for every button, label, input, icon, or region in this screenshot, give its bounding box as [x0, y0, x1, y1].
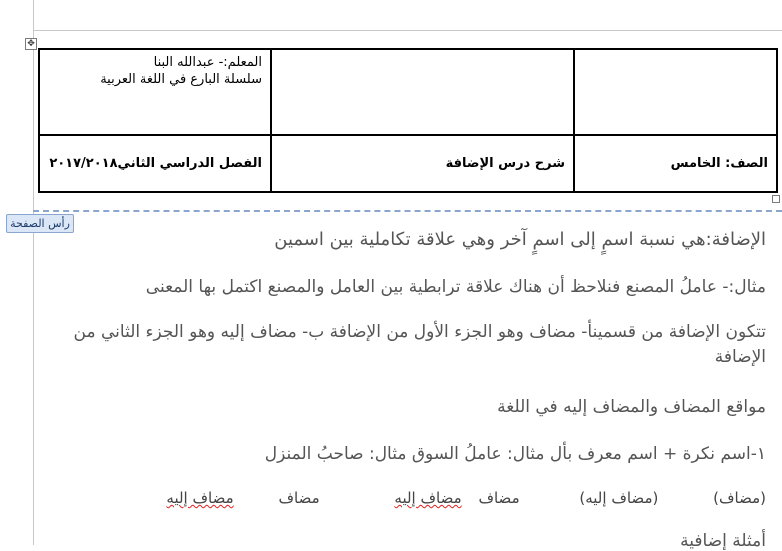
cell-grade[interactable] — [574, 135, 777, 192]
body-line-example: مثال:- عاملُ المصنع فنلاحظ أن هناك علاقة ترابطية بين العامل والمصنع اكتمل بها المعنى — [145, 277, 766, 297]
series-line: سلسلة البارع في اللغة العربية — [100, 72, 262, 87]
cell-empty-middle[interactable] — [271, 49, 574, 135]
body-line-rule-1: ١-اسم نكرة + اسم معرف بأل مثال: عاملُ السوق مثال: صاحبُ المنزل — [264, 444, 766, 464]
table-resize-handle[interactable] — [772, 195, 780, 203]
cell-empty-right[interactable] — [574, 49, 777, 135]
label-mudaf-1: (مضاف) — [713, 489, 766, 507]
semester-label: الفصل الدراسي الثاني٢٠١٧/٢٠١٨ — [49, 156, 262, 172]
label-mudaf-ilayh-2: مضاف إليه — [394, 489, 462, 507]
cell-teacher[interactable] — [39, 49, 271, 135]
header-table — [38, 48, 778, 193]
body-line-positions: مواقع المضاف والمضاف إليه في اللغة — [497, 397, 766, 417]
label-mudaf-2: مضاف — [478, 489, 520, 507]
cell-semester[interactable] — [39, 135, 271, 192]
body-line-more: أمثلة إضافية — [680, 531, 766, 551]
header-divider — [33, 210, 782, 212]
body-line-labels — [46, 489, 766, 507]
table-move-handle-icon[interactable]: ✥ — [25, 38, 37, 50]
lesson-label: شرح درس الإضافة — [445, 156, 565, 172]
body-line-definition: الإضافة:هي نسبة اسمٍ إلى اسمٍ آخر وهي علاقة تكاملية بين اسمين — [274, 229, 766, 250]
cell-lesson[interactable] — [271, 135, 574, 192]
grade-label: الصف: الخامس — [670, 156, 768, 172]
teacher-line: المعلم:- عبدالله البنا — [153, 55, 262, 70]
header-tag[interactable]: رأس الصفحة — [6, 214, 74, 233]
label-mudaf-ilayh-3: مضاف إليه — [166, 489, 234, 507]
page-top-margin — [33, 0, 782, 31]
page-left-margin — [33, 30, 34, 545]
body-line-parts: تتكون الإضافة من قسمينأ- مضاف وهو الجزء الأول من الإضافة ب- مضاف إليه وهو الجزء الثاني من الإضافة — [73, 322, 766, 367]
label-mudaf-ilayh-1: (مضاف إليه) — [579, 489, 659, 507]
label-mudaf-3: مضاف — [278, 489, 320, 507]
